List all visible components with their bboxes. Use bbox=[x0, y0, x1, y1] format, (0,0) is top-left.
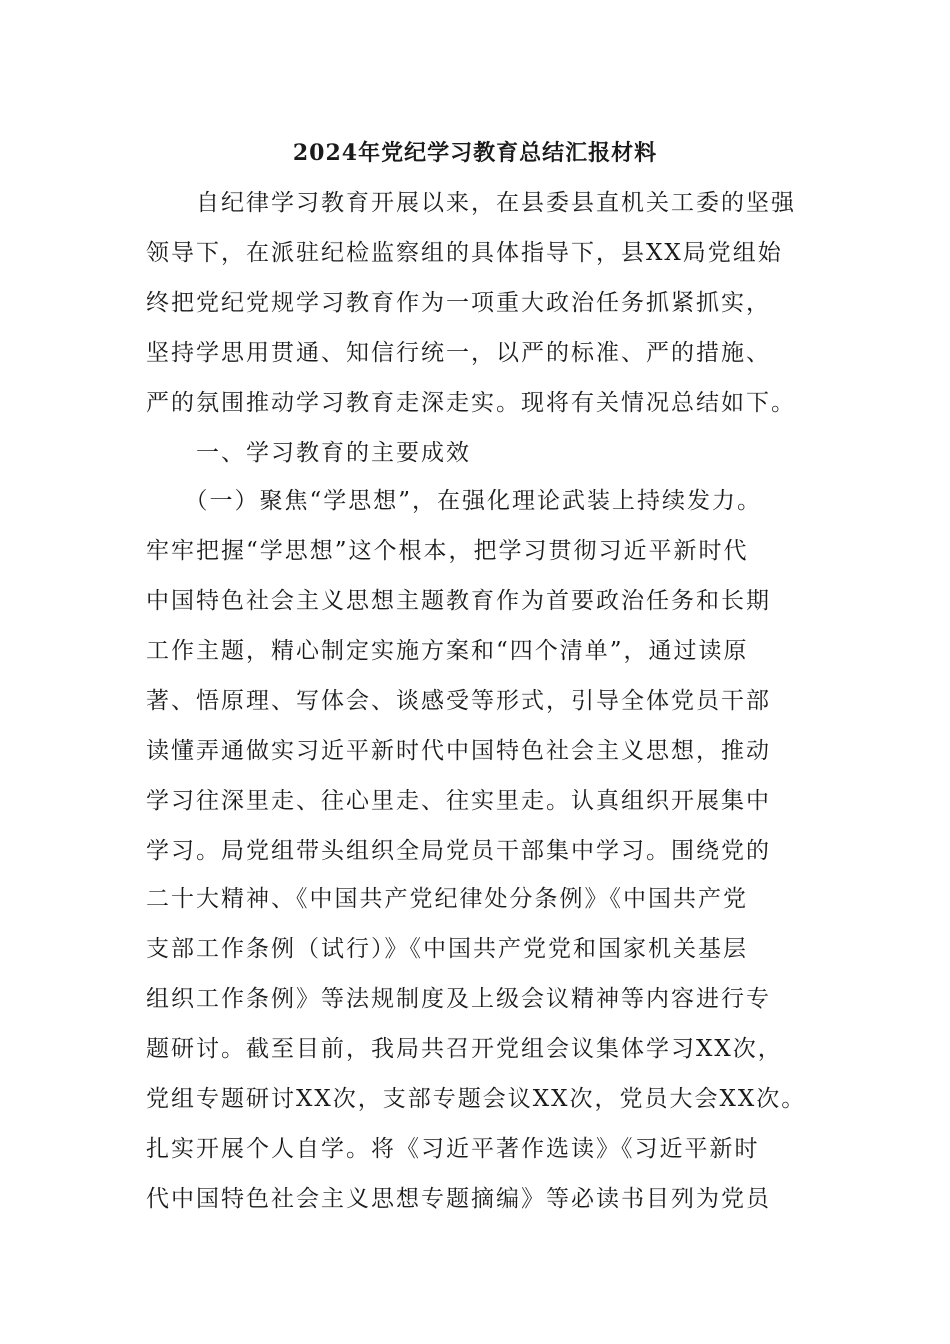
body-line: 工作主题，精心制定实施方案和“四个清单”，通过读原 bbox=[146, 638, 749, 664]
body-line: 领导下，在派驻纪检监察组的具体指导下，县XX局党组始 bbox=[146, 240, 783, 266]
body-line: 读懂弄通做实习近平新时代中国特色社会主义思想，推动 bbox=[146, 738, 771, 764]
body-line: 学习。局党组带头组织全局党员干部集中学习。围绕党的 bbox=[146, 838, 771, 864]
body-line: 坚持学思用贯通、知信行统一，以严的标准、严的措施、 bbox=[146, 340, 771, 366]
subsection-heading: （一）聚焦“学思想”，在强化理论武装上持续发力。 bbox=[146, 488, 763, 514]
body-line: 组织工作条例》等法规制度及上级会议精神等内容进行专 bbox=[146, 986, 771, 1012]
document-title: 2024年党纪学习教育总结汇报材料 bbox=[292, 140, 658, 166]
body-line: 学习往深里走、往心里走、往实里走。认真组织开展集中 bbox=[146, 788, 771, 814]
section-heading: 一、学习教育的主要成效 bbox=[146, 440, 471, 466]
body-line: 牢牢把握“学思想”这个根本，把学习贯彻习近平新时代 bbox=[146, 538, 749, 564]
body-line: 著、悟原理、写体会、谈感受等形式，引导全体党员干部 bbox=[146, 688, 771, 714]
body-line: 党组专题研讨XX次，支部专题会议XX次，党员大会XX次。 bbox=[146, 1086, 807, 1112]
body-line: 题研讨。截至目前，我局共召开党组会议集体学习XX次， bbox=[146, 1036, 783, 1062]
body-line: 中国特色社会主义思想主题教育作为首要政治任务和长期 bbox=[146, 588, 771, 614]
body-line: 支部工作条例（试行）》《中国共产党党和国家机关基层 bbox=[146, 936, 748, 962]
body-line: 严的氛围推动学习教育走深走实。现将有关情况总结如下。 bbox=[146, 390, 796, 416]
body-line: 二十大精神、《中国共产党纪律处分条例》《中国共产党 bbox=[146, 886, 748, 912]
body-line: 终把党纪党规学习教育作为一项重大政治任务抓紧抓实， bbox=[146, 290, 771, 316]
body-line: 自纪律学习教育开展以来，在县委县直机关工委的坚强 bbox=[146, 190, 796, 216]
body-line: 扎实开展个人自学。将《习近平著作选读》《习近平新时 bbox=[146, 1136, 760, 1162]
body-line: 代中国特色社会主义思想专题摘编》等必读书目列为党员 bbox=[146, 1186, 771, 1212]
